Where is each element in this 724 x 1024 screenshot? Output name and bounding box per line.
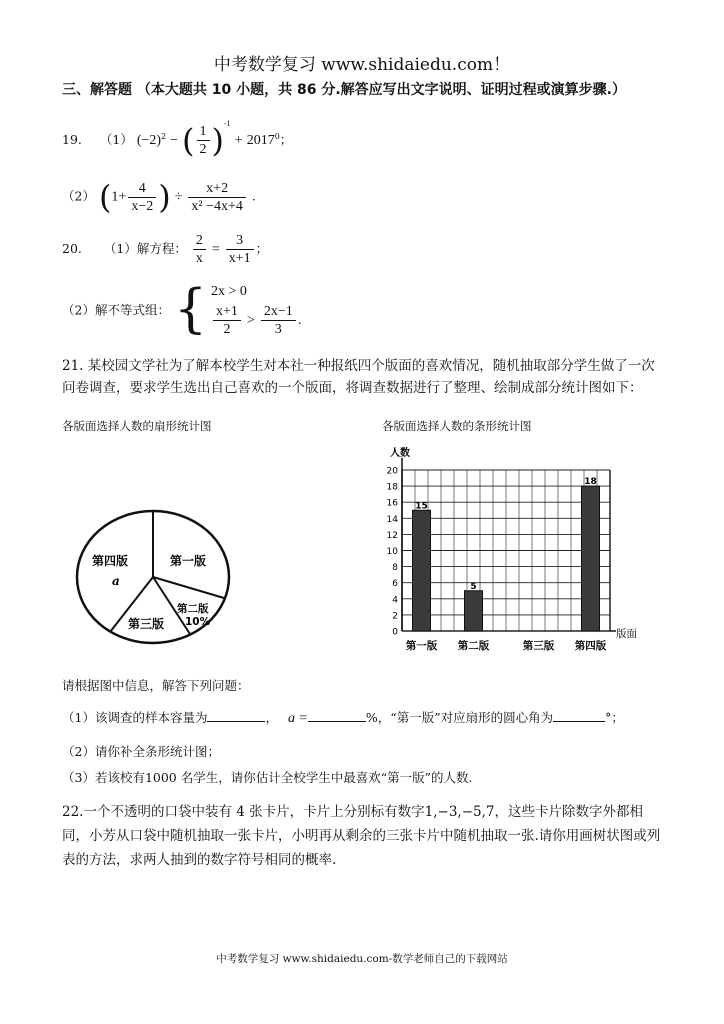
q20-ineq1: 2x > 0 [211, 284, 247, 299]
x-tick-label-第一版: 第一版 [405, 640, 438, 652]
pie-label-fourth: 第四版 [92, 554, 129, 568]
q19-zero-exp: 0 [274, 131, 280, 141]
y-tick-label-4: 4 [392, 595, 398, 606]
pie-label-second: 第二版 [177, 603, 209, 615]
bar-第一版 [413, 510, 431, 631]
y-tick-label-8: 8 [392, 563, 398, 574]
q19-year: 2017 [246, 133, 275, 148]
pie-label-second-pct: 10% [185, 616, 211, 628]
y-tick-label-10: 10 [386, 547, 398, 557]
x-tick-label-第二版: 第二版 [457, 640, 490, 652]
q19-divide: ÷ [174, 189, 183, 205]
q19-frac2: $\frac{x+2}{\text{x² −4x+4}}$ [188, 180, 246, 215]
pie-chart [70, 495, 250, 655]
q21-sub2: （2）请你补全条形统计图； [62, 744, 220, 759]
q19-fraction: $\frac{1}{2}$ [197, 123, 210, 158]
q19-frac1: $\frac{4}{x-2}$ [128, 180, 156, 215]
y-tick-label-20: 20 [386, 466, 398, 477]
q19-part1: 19. （1） $(-2)^2$ − ( $\frac{1}{2}$ )$^{-1}$ + 2017$^0$； [62, 120, 293, 160]
q20-part2: （2）解不等式组： { 2x > 0 $\frac{x+1}{2}$ > $\frac{2x-1}{3}$ . [62, 279, 302, 340]
q20-inequality-system [211, 281, 302, 338]
pie-label-first: 第一版 [170, 554, 207, 568]
y-tick-label-18: 18 [386, 482, 398, 493]
q20-frac-left: $\frac{2}{x}$ [193, 232, 206, 267]
bar-value-label-第四版: 18 [584, 477, 597, 488]
bar-第二版 [465, 591, 483, 631]
answer-blank-angle[interactable] [553, 721, 605, 722]
q19-plus: + [234, 133, 243, 148]
q19-number: 19. [62, 132, 82, 147]
page-footer: 中考数学复习 www.shidaiedu.com-数学老师自己的下载网站 [216, 953, 508, 965]
bar-xlabel: 版面 [616, 628, 637, 640]
q20-frac-right: $\frac{3}{x+1}$ [226, 232, 254, 267]
y-tick-label-16: 16 [386, 498, 398, 509]
section-title: 三、解答题 （本大题共 10 小题，共 86 分.解答应写出文字说明、证明过程或演算步骤.） [62, 82, 626, 98]
q21-sub3: （3）若该校有1000 名学生，请你估计全校学生中最喜欢“第一版”的人数. [62, 770, 473, 785]
bar-y-ticks [387, 467, 399, 638]
q19-exp: 2 [161, 131, 167, 141]
page-header: 中考数学复习 www.shidaiedu.com！ [213, 55, 511, 75]
q19-part1-label: （1） [99, 132, 133, 147]
q20-part2-label: （2）解不等式组： [62, 302, 170, 318]
q22-text: 22.一个不透明的口袋中装有 4 张卡片，卡片上分别标有数字1,−3,−5,7，这些卡片除数字外都相同，小芳从口袋中随机抽取一张卡片，小明再从剩余的三张卡片中随机抽取一张.请你用画树状图或列表的方法，求两人抽到的数字符号相同的概率. [62, 804, 661, 868]
q19-part2: （2） (1+ $\frac{4}{x-2}$ ) ÷ $\frac{x+2}{\text{x² −4x+4}}$ . [62, 178, 256, 216]
bar-ylabel: 人数 [390, 448, 410, 459]
bar-value-label-第一版: 15 [415, 501, 428, 512]
q20-number: 20. [62, 241, 82, 256]
bar-caption: 各版面选择人数的条形统计图 [382, 419, 532, 433]
pie-caption: 各版面选择人数的扇形统计图 [62, 419, 212, 433]
answer-blank-a[interactable] [308, 721, 366, 722]
bar-第四版 [582, 486, 600, 631]
q19-one-plus: 1+ [111, 189, 127, 205]
y-tick-label-0: 0 [392, 627, 398, 638]
q21-sub1: （1）该调查的样本容量为 ， a = %，“第一版”对应扇形的圆心角为 °； [62, 710, 624, 726]
q21-text: 21. 某校园文学社为了解本校学生对本社一种报纸四个版面的喜欢情况，随机抽取部分学生做了一次问卷调查，要求学生选出自己喜欢的一个版面，将调查数据进行了整理、绘制成部分统计图如下： [62, 358, 655, 396]
y-tick-label-14: 14 [386, 514, 398, 525]
x-tick-label-第三版: 第三版 [522, 640, 555, 652]
q19-part2-label: （2） [62, 188, 95, 204]
q20-ineq2: $\frac{x+1}{2}$ > $\frac{2x-1}{3}$ . [211, 303, 302, 338]
x-tick-label-第四版: 第四版 [574, 640, 607, 652]
q20-part1-label: （1）解方程： [103, 241, 187, 256]
q19-base: (−2) [136, 133, 162, 148]
pie-label-a: a [112, 574, 120, 588]
bar-chart [362, 440, 662, 655]
q19-minus: − [170, 133, 179, 148]
q20-part1: 20. （1）解方程： $\frac{2}{x}$ = $\frac{3}{x+1}$ ； [62, 233, 269, 266]
y-tick-label-2: 2 [392, 611, 398, 622]
y-tick-label-6: 6 [392, 579, 398, 590]
bar-value-label-第二版: 5 [470, 581, 477, 592]
y-tick-label-12: 12 [386, 530, 398, 541]
q21-instruction: 请根据图中信息，解答下列问题： [62, 678, 250, 693]
q19-neg-exp: -1 [223, 120, 231, 128]
answer-blank-sample-size[interactable] [207, 721, 265, 722]
pie-label-third: 第三版 [128, 617, 165, 631]
bar-x-ticks [406, 639, 607, 652]
